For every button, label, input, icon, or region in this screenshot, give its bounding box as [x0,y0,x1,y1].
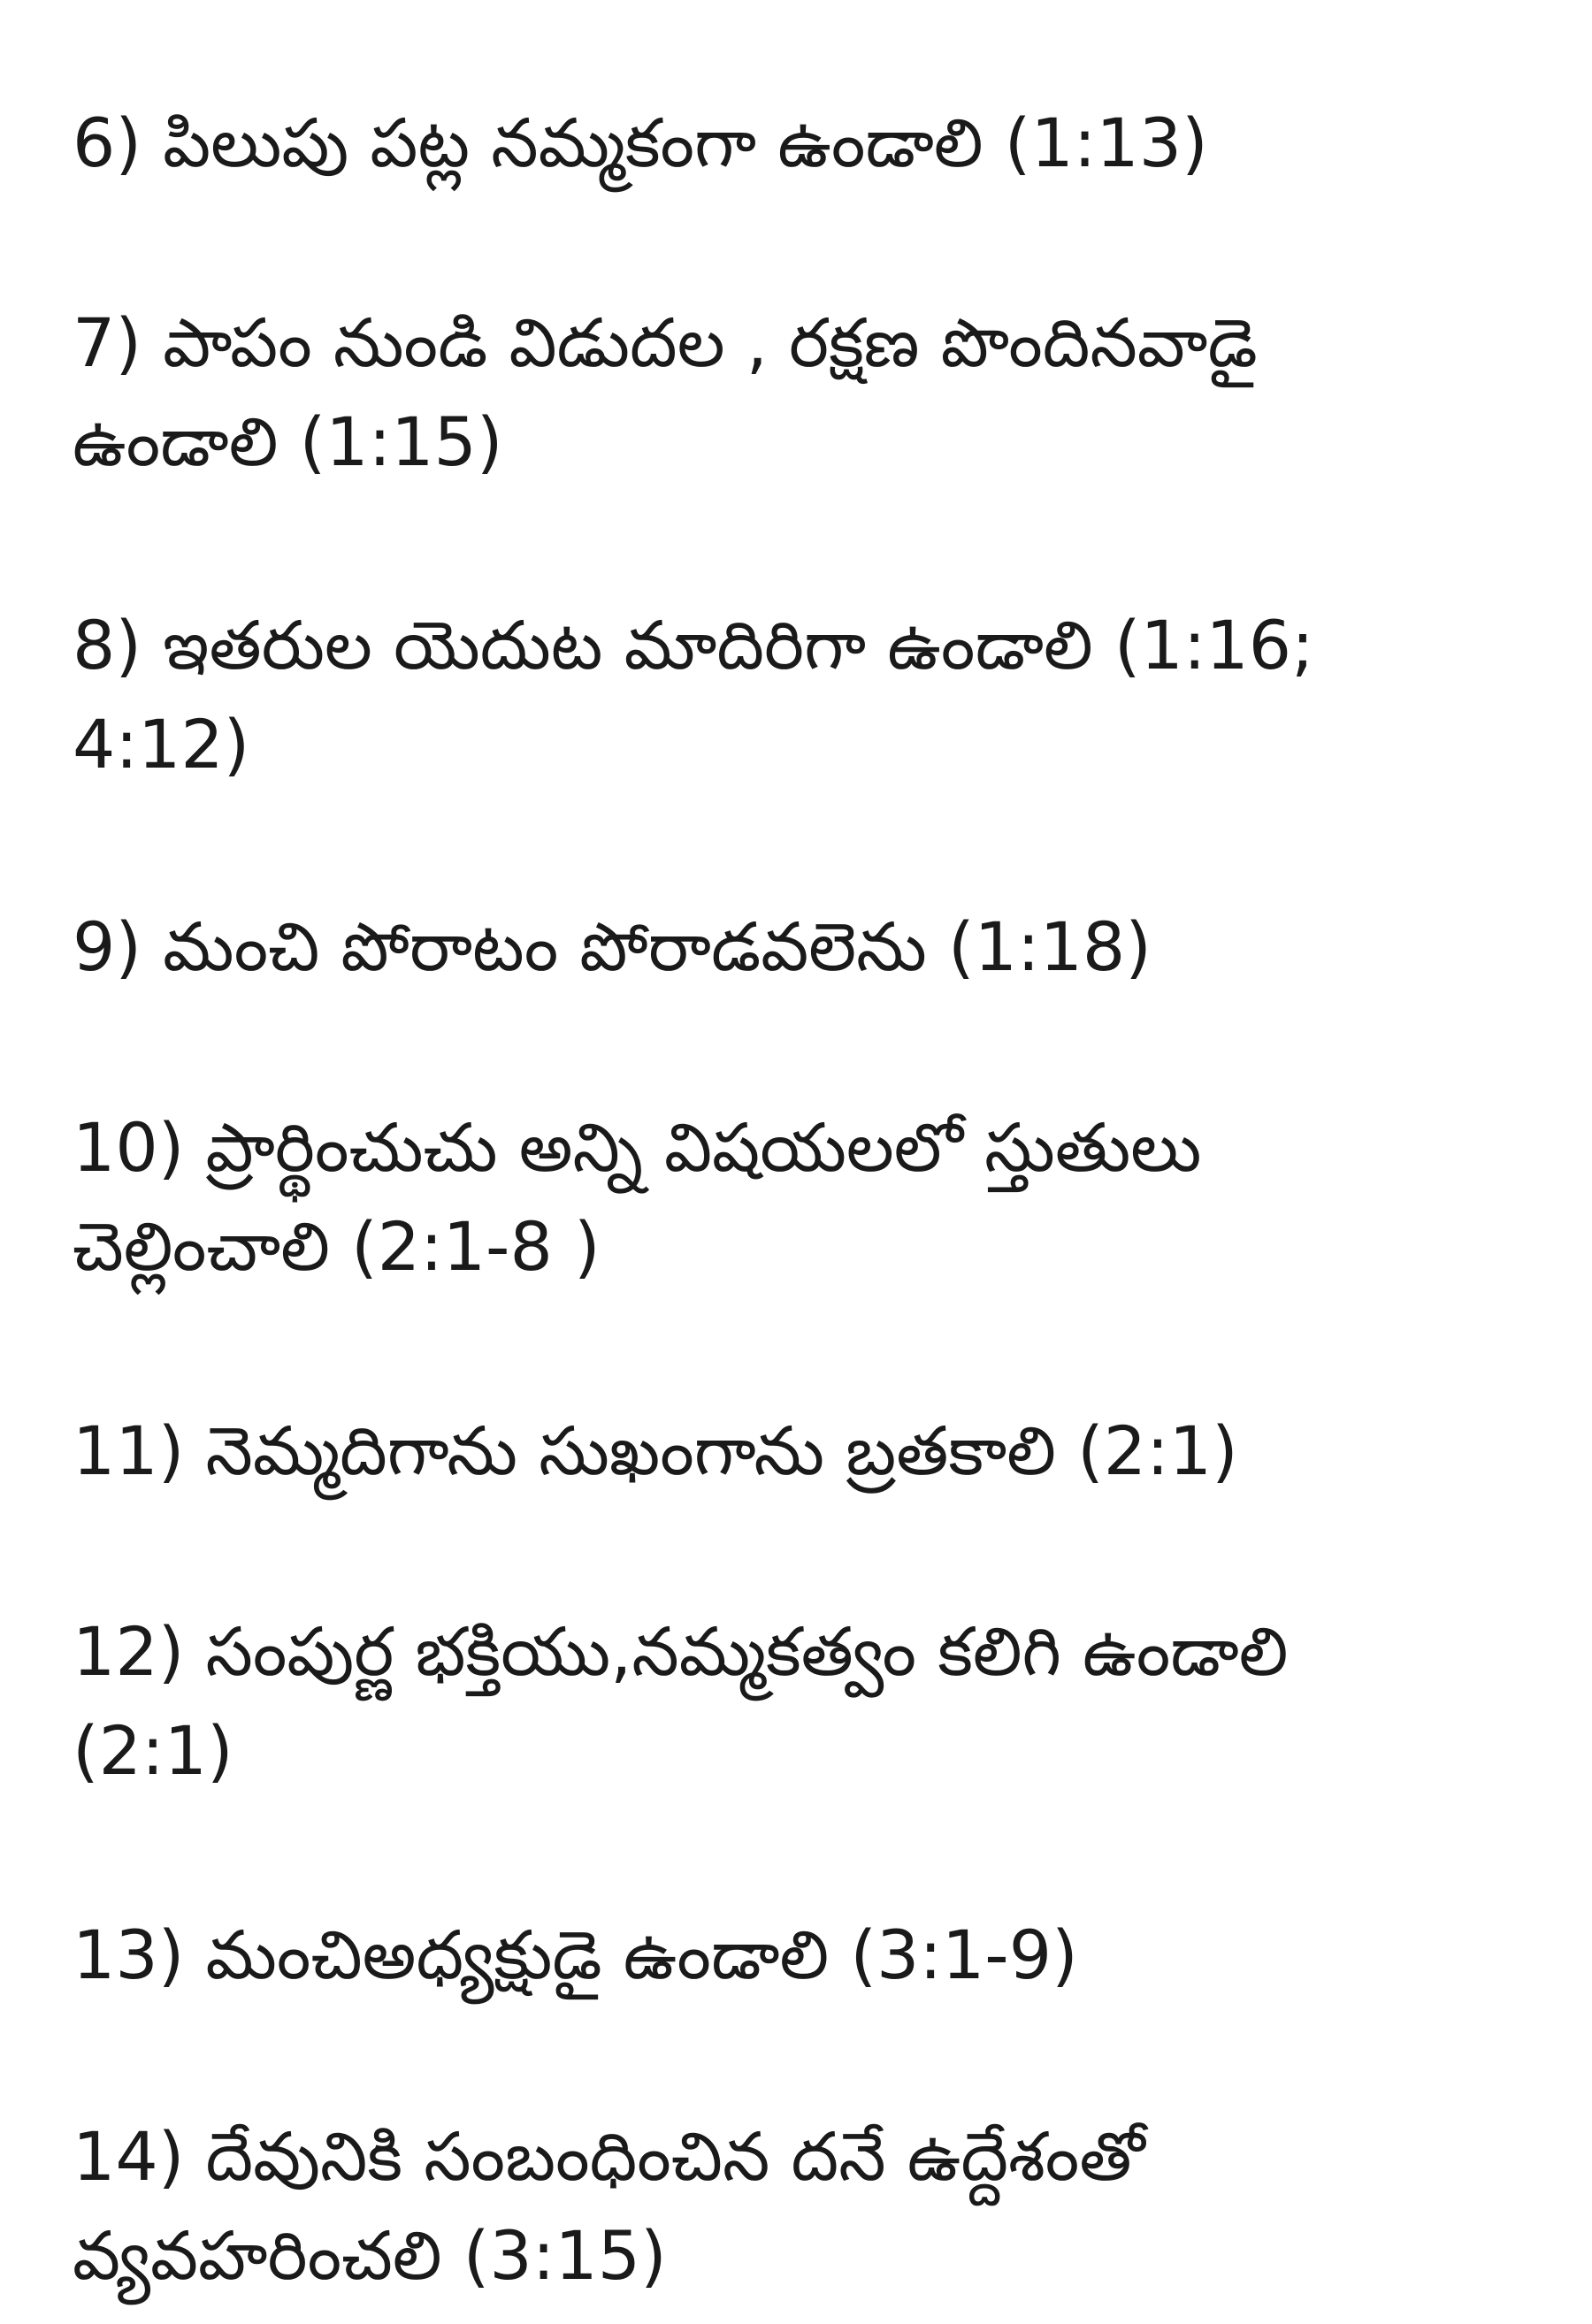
list-item-10: 10) ప్రార్థించుచు అన్ని విషయలలో స్తుతులు చెల్లించాలి (2:1-8 ) [73,1108,1202,1286]
list-item-14: 14) దేవునికి సంబంధించిన దనే ఉద్దేశంతో వ్యవహరించలి (3:15) [73,2117,1145,2295]
list-item-12: 12) సంపుర్ణ భక్తియు,నమ్మకత్వం కలిగి ఉండాలి (2:1) [73,1612,1289,1790]
list-item-11: 11) నెమ్మదిగాను సుఖంగాను బ్రతకాలి (2:1) [73,1411,1238,1490]
list-item-13: 13) మంచిఅధ్యక్షుడై ఉండాలి (3:1-9) [73,1915,1078,1994]
list-item-9: 9) మంచి పోరాటం పోరాడవలెను (1:18) [73,907,1152,986]
list-item-7: 7) పాపం నుండి విడుదల , రక్షణ పొందినవాడై ఉండాలి (1:15) [73,303,1258,481]
list-item-6: 6) పిలుపు పట్ల నమ్మకంగా ఉండాలి (1:13) [73,103,1208,182]
list-item-8: 8) ఇతరుల యెదుట మాదిరిగా ఉండాలి (1:16; 4:12) [73,606,1314,784]
